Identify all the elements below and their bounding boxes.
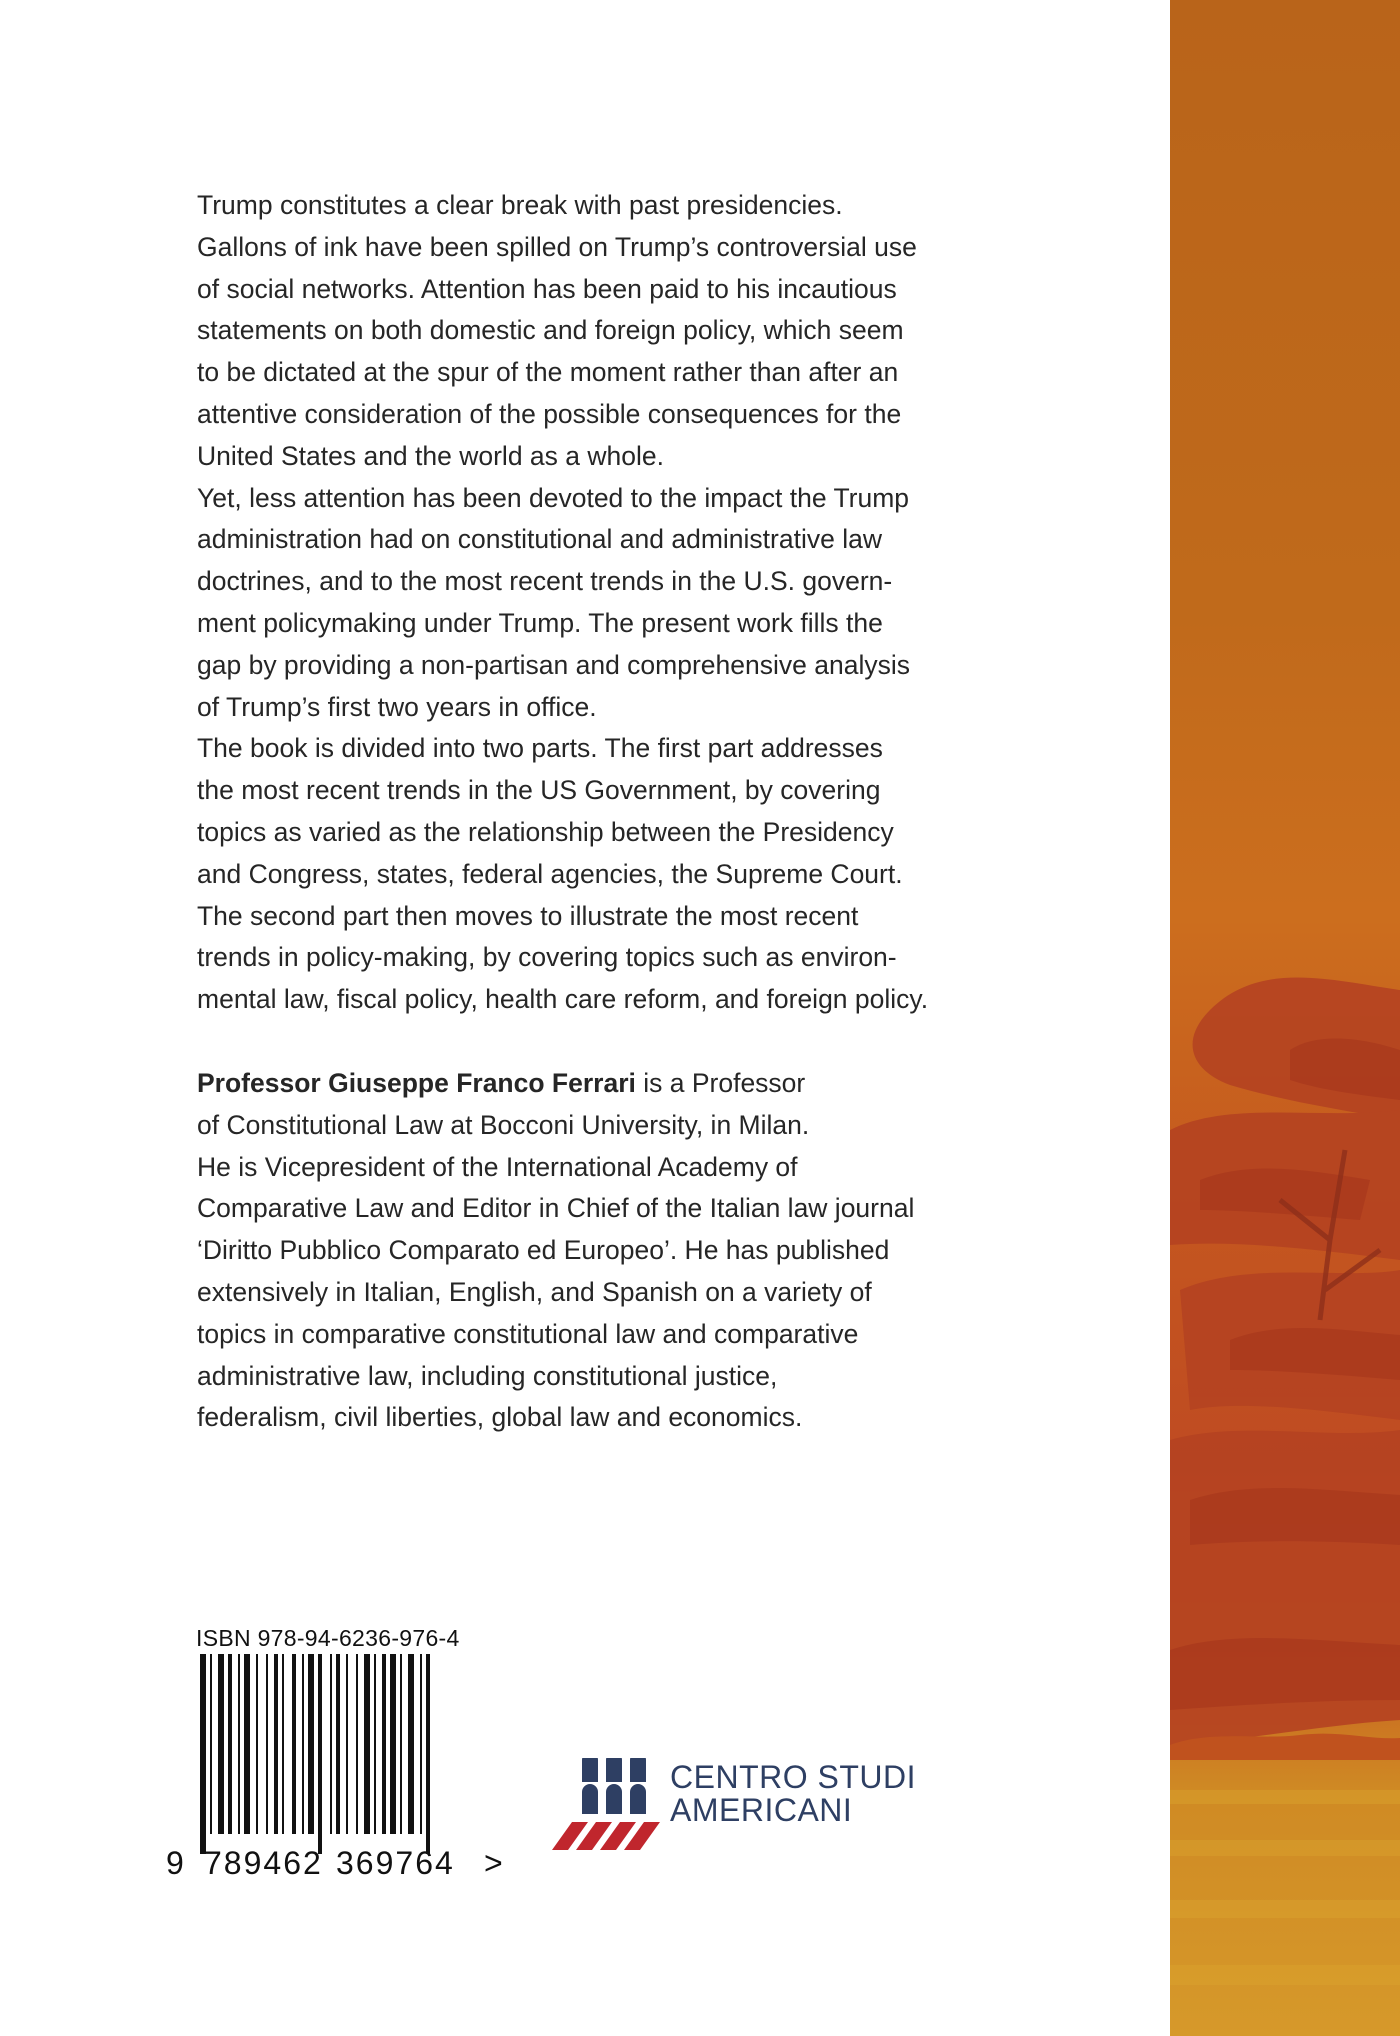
barcode-bar [336, 1654, 340, 1834]
barcode-bar [364, 1654, 370, 1834]
barcode-digit-first: 9 [166, 1845, 184, 1881]
description-paragraph-2: Yet, less attention has been devoted to the impact the Trump administration had on constitutional and administrative law doctrines, and to the most recent trends in the U.S. govern- ment policymaking under Trump. The present work fills the gap by providing a non-partisan and comprehensive analysis of Trump’s first two years in office. [197, 482, 910, 722]
barcode-bar [330, 1654, 332, 1834]
publisher-name-line-1: CENTRO STUDI [670, 1759, 916, 1795]
barcode-bar [308, 1654, 314, 1834]
columns-logo-icon [552, 1758, 662, 1858]
isbn-barcode [160, 1654, 520, 1894]
barcode-bar [210, 1654, 212, 1834]
barcode-bar [200, 1654, 206, 1854]
barcode-bar [238, 1654, 240, 1834]
barcode-bar [292, 1654, 296, 1834]
barcode-bar [282, 1654, 284, 1834]
barcode-bar [426, 1654, 430, 1854]
cover-photo-strip [1170, 0, 1400, 2036]
author-bio [197, 1063, 997, 1439]
barcode-bar [408, 1654, 414, 1834]
author-bio-text: is a Professor of Constitutional Law at Bocconi University, in Milan. He is Vicepresident of the International Academy of Comparative Law and Editor in Chief of the Italian law journal ‘Diritto Pubblico Comparato ed Europeo’. He has published extensively in Italian, English, and Spanish on a variety of topics in comparative constitutional law and comparative administrative law, including constitutional justice, federalism, civil liberties, global law and economics. [197, 1067, 915, 1433]
barcode-bar [356, 1654, 358, 1834]
barcode-arrow: > [484, 1845, 503, 1881]
barcode-bar [346, 1654, 348, 1834]
isbn-label: ISBN 978-94-6236-976-4 [196, 1625, 460, 1651]
barcode-bar [256, 1654, 258, 1834]
barcode-bar [390, 1654, 396, 1834]
author-name: Professor Giuseppe Franco Ferrari [197, 1067, 636, 1098]
barcode-digits-left: 789462 [204, 1845, 323, 1881]
barcode-digits-right: 369764 [336, 1845, 455, 1881]
tree-landscape-photo [1170, 0, 1400, 2036]
barcode-bar [318, 1654, 322, 1854]
barcode-bar [382, 1654, 386, 1834]
barcode-bar [266, 1654, 268, 1834]
barcode-bar [228, 1654, 232, 1834]
barcode-bar [274, 1654, 278, 1834]
back-cover-text [197, 185, 997, 1439]
description-paragraph-1: Trump constitutes a clear break with past presidencies. Gallons of ink have been spilled on Trump’s controversial use of social networks. Attention has been paid to his incautious statements on both domestic and foreign policy, which seem to be dictated at the spur of the moment rather than after an attentive consideration of the possible consequences for the United States and the world as a whole. [197, 190, 917, 471]
barcode-bar [218, 1654, 224, 1834]
barcode-bar [302, 1654, 304, 1834]
barcode-bar [244, 1654, 250, 1834]
barcode-bar [400, 1654, 402, 1834]
description-paragraph-3: The book is divided into two parts. The first part addresses the most recent trends in the US Government, by covering topics as varied as the relationship between the Presidency and Congress, states, federal agencies, the Supreme Court. The second part then moves to illustrate the most recent trends in policy-making, by covering topics such as environ- mental law, fiscal policy, health care reform, and foreign policy. [197, 733, 929, 1015]
publisher-name-line-2: AMERICANI [670, 1792, 853, 1828]
barcode-bar [374, 1654, 376, 1834]
barcode-bar [420, 1654, 422, 1834]
publisher-logo [552, 1758, 932, 1858]
publisher-name [670, 1761, 916, 1827]
